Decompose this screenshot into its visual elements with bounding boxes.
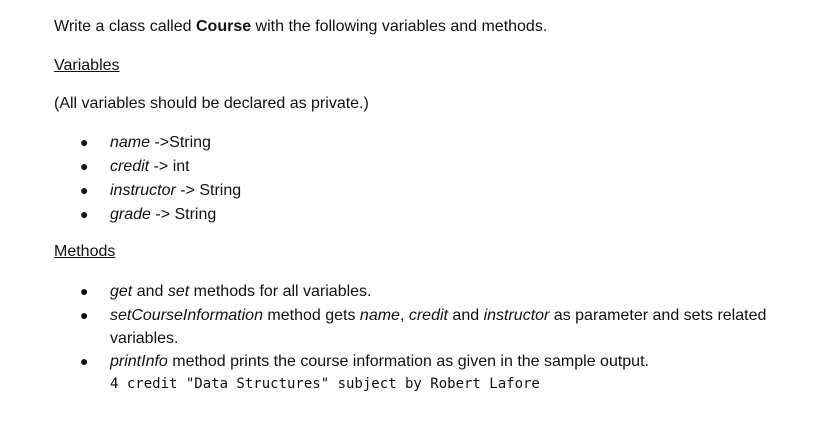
param-instructor: instructor	[483, 307, 550, 324]
bullet-icon: ●	[80, 134, 89, 150]
variables-heading: Variables	[54, 57, 120, 74]
method-name: printInfo	[110, 353, 168, 370]
separator: ,	[399, 307, 409, 324]
class-name: Course	[195, 18, 252, 35]
bullet-icon: ●	[80, 206, 89, 222]
intro-prefix: Write a class called	[54, 18, 196, 35]
variable-type: -> String	[175, 182, 242, 199]
variable-name: credit	[110, 158, 150, 175]
conjunction: and	[447, 307, 484, 324]
bullet-icon: ●	[80, 182, 89, 198]
methods-heading: Methods	[54, 243, 116, 260]
method-description: method gets	[262, 307, 360, 324]
param-credit: credit	[408, 307, 448, 324]
param-name: name	[359, 307, 400, 324]
variable-type: -> String	[150, 206, 217, 223]
intro-suffix: with the following variables and methods.	[251, 18, 548, 35]
bullet-icon: ●	[80, 353, 89, 369]
list-item	[54, 304, 824, 350]
method-name: setCourseInformation	[110, 307, 263, 324]
variable-type: ->String	[150, 134, 211, 151]
variable-name: instructor	[110, 182, 176, 199]
method-description: method prints the course information as given in the sample output.	[167, 353, 649, 370]
conjunction: and	[132, 283, 168, 300]
variable-name: grade	[110, 206, 151, 223]
bullet-icon: ●	[80, 307, 89, 323]
method-description: methods for all variables.	[189, 283, 372, 300]
bullet-icon: ●	[80, 158, 89, 174]
sample-output: 4 credit "Data Structures" subject by Robert Lafore	[110, 376, 540, 392]
method-description: as parameter and sets related variables.	[110, 307, 767, 347]
variables-note: (All variables should be declared as private.)	[54, 95, 369, 112]
intro-sentence	[54, 17, 547, 37]
variable-name: name	[110, 134, 151, 151]
variable-type: -> int	[149, 158, 190, 175]
bullet-icon: ●	[80, 283, 89, 299]
get-keyword: get	[110, 283, 133, 300]
set-keyword: set	[167, 283, 190, 300]
